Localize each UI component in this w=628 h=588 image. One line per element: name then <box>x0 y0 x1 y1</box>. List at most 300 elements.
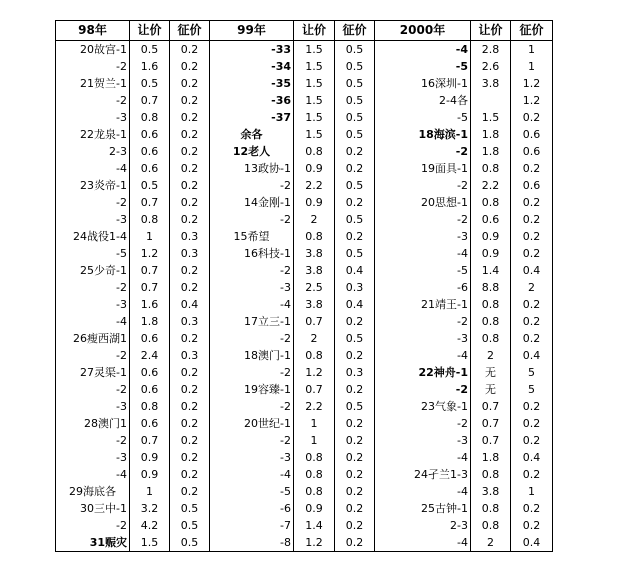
cell-rang-2000: 0.8 <box>471 500 511 517</box>
cell-issue-99: -2 <box>210 211 294 228</box>
cell-zheng-99: 0.2 <box>335 228 375 245</box>
table-row <box>56 500 553 517</box>
cell-issue-98: -3 <box>56 449 130 466</box>
cell-issue-2000: -5 <box>375 58 471 75</box>
cell-rang-2000: 2 <box>471 347 511 364</box>
cell-zheng-99: 0.2 <box>335 449 375 466</box>
cell-issue-98: -4 <box>56 466 130 483</box>
cell-rang-2000: 1.8 <box>471 126 511 143</box>
cell-zheng-98: 0.4 <box>170 296 210 313</box>
cell-zheng-99: 0.2 <box>335 415 375 432</box>
cell-zheng-98: 0.2 <box>170 432 210 449</box>
cell-issue-99: 17立三-1 <box>210 313 294 330</box>
cell-zheng-99: 0.5 <box>335 41 375 59</box>
cell-zheng-99: 0.4 <box>335 262 375 279</box>
cell-issue-2000: -4 <box>375 449 471 466</box>
cell-issue-99: -34 <box>210 58 294 75</box>
cell-issue-99: -6 <box>210 500 294 517</box>
table-row <box>56 92 553 109</box>
cell-issue-99: -2 <box>210 330 294 347</box>
cell-zheng-99: 0.2 <box>335 517 375 534</box>
cell-zheng-99: 0.2 <box>335 381 375 398</box>
cell-issue-99: 14金刚-1 <box>210 194 294 211</box>
table-row <box>56 466 553 483</box>
cell-rang-99: 0.8 <box>294 466 335 483</box>
cell-rang-99: 1.5 <box>294 126 335 143</box>
cell-issue-99: -2 <box>210 398 294 415</box>
cell-zheng-2000: 0.4 <box>511 449 553 466</box>
cell-rang-99: 0.8 <box>294 483 335 500</box>
cell-zheng-99: 0.2 <box>335 432 375 449</box>
cell-zheng-98: 0.3 <box>170 228 210 245</box>
cell-zheng-99: 0.3 <box>335 364 375 381</box>
cell-issue-98: -3 <box>56 109 130 126</box>
cell-rang-98: 0.8 <box>130 211 170 228</box>
header-year-98: 98年 <box>56 21 130 41</box>
cell-issue-99: -7 <box>210 517 294 534</box>
cell-zheng-2000: 0.2 <box>511 211 553 228</box>
cell-rang-98: 0.6 <box>130 143 170 160</box>
cell-zheng-2000: 0.2 <box>511 415 553 432</box>
cell-rang-99: 2 <box>294 211 335 228</box>
cell-zheng-98: 0.2 <box>170 466 210 483</box>
cell-issue-2000: 20思想-1 <box>375 194 471 211</box>
cell-rang-2000: 0.8 <box>471 517 511 534</box>
header-rang-price: 让价 <box>471 21 511 41</box>
table-row <box>56 534 553 552</box>
cell-zheng-98: 0.2 <box>170 75 210 92</box>
cell-zheng-2000: 0.2 <box>511 313 553 330</box>
cell-rang-98: 1.8 <box>130 313 170 330</box>
table-row <box>56 483 553 500</box>
cell-issue-2000: -4 <box>375 483 471 500</box>
cell-rang-2000: 3.8 <box>471 483 511 500</box>
cell-rang-2000: 1.8 <box>471 449 511 466</box>
header-zheng-price: 征价 <box>170 21 210 41</box>
cell-zheng-98: 0.3 <box>170 347 210 364</box>
cell-issue-99: 12老人 <box>210 143 294 160</box>
cell-rang-99: 0.8 <box>294 449 335 466</box>
cell-issue-98: -3 <box>56 296 130 313</box>
cell-zheng-99: 0.5 <box>335 211 375 228</box>
cell-rang-2000: 8.8 <box>471 279 511 296</box>
cell-zheng-2000: 1 <box>511 41 553 59</box>
cell-zheng-2000: 1.2 <box>511 75 553 92</box>
cell-rang-98: 0.6 <box>130 415 170 432</box>
cell-issue-2000: -4 <box>375 347 471 364</box>
cell-rang-99: 2.2 <box>294 398 335 415</box>
cell-rang-2000: 0.7 <box>471 415 511 432</box>
cell-zheng-2000: 1 <box>511 58 553 75</box>
table-row <box>56 279 553 296</box>
cell-rang-2000: 1.4 <box>471 262 511 279</box>
header-year-99: 99年 <box>210 21 294 41</box>
table-body <box>56 41 553 552</box>
cell-zheng-99: 0.2 <box>335 534 375 552</box>
cell-zheng-98: 0.2 <box>170 262 210 279</box>
cell-rang-98: 1.6 <box>130 58 170 75</box>
cell-issue-2000: -2 <box>375 313 471 330</box>
cell-issue-2000: 21靖王-1 <box>375 296 471 313</box>
cell-rang-99: 1.5 <box>294 41 335 59</box>
cell-zheng-2000: 2 <box>511 279 553 296</box>
cell-zheng-99: 0.2 <box>335 466 375 483</box>
table-row <box>56 194 553 211</box>
cell-rang-99: 0.7 <box>294 381 335 398</box>
cell-issue-2000: -3 <box>375 330 471 347</box>
cell-issue-99: 13政协-1 <box>210 160 294 177</box>
table-row <box>56 398 553 415</box>
cell-issue-98: -2 <box>56 92 130 109</box>
table-row <box>56 177 553 194</box>
cell-issue-99: 16科技-1 <box>210 245 294 262</box>
cell-issue-98: 20故宫-1 <box>56 41 130 59</box>
cell-rang-2000 <box>471 92 511 109</box>
cell-issue-99: -2 <box>210 262 294 279</box>
cell-rang-98: 0.5 <box>130 41 170 59</box>
cell-zheng-2000: 0.2 <box>511 500 553 517</box>
cell-zheng-98: 0.2 <box>170 415 210 432</box>
cell-issue-2000: 25古钟-1 <box>375 500 471 517</box>
cell-rang-99: 1.2 <box>294 534 335 552</box>
cell-rang-2000: 0.8 <box>471 296 511 313</box>
cell-rang-98: 0.6 <box>130 126 170 143</box>
cell-rang-99: 0.8 <box>294 143 335 160</box>
header-year-2000: 2000年 <box>375 21 471 41</box>
cell-zheng-99: 0.5 <box>335 177 375 194</box>
cell-zheng-99: 0.5 <box>335 58 375 75</box>
cell-zheng-2000: 0.4 <box>511 262 553 279</box>
cell-rang-99: 1.5 <box>294 58 335 75</box>
cell-issue-2000: -3 <box>375 228 471 245</box>
cell-rang-98: 0.7 <box>130 432 170 449</box>
table-row <box>56 517 553 534</box>
cell-rang-2000: 0.9 <box>471 228 511 245</box>
cell-rang-2000: 0.8 <box>471 330 511 347</box>
cell-zheng-98: 0.2 <box>170 143 210 160</box>
cell-zheng-98: 0.2 <box>170 364 210 381</box>
cell-zheng-98: 0.2 <box>170 58 210 75</box>
cell-zheng-98: 0.2 <box>170 92 210 109</box>
cell-issue-99: -8 <box>210 534 294 552</box>
cell-zheng-98: 0.3 <box>170 245 210 262</box>
cell-rang-98: 3.2 <box>130 500 170 517</box>
cell-issue-2000: 22神舟-1 <box>375 364 471 381</box>
cell-rang-2000: 2.6 <box>471 58 511 75</box>
cell-issue-2000: 24孑兰1-3 <box>375 466 471 483</box>
cell-rang-99: 0.8 <box>294 347 335 364</box>
cell-rang-99: 2.5 <box>294 279 335 296</box>
header-zheng-price: 征价 <box>335 21 375 41</box>
cell-rang-2000: 0.8 <box>471 160 511 177</box>
cell-issue-99: -5 <box>210 483 294 500</box>
cell-rang-2000: 0.8 <box>471 194 511 211</box>
cell-rang-2000: 1.8 <box>471 143 511 160</box>
cell-issue-99: 15希望 <box>210 228 294 245</box>
table-row <box>56 364 553 381</box>
cell-issue-99: -2 <box>210 432 294 449</box>
table-row <box>56 143 553 160</box>
cell-zheng-98: 0.3 <box>170 313 210 330</box>
cell-issue-2000: 19面具-1 <box>375 160 471 177</box>
cell-rang-2000: 0.7 <box>471 432 511 449</box>
cell-rang-98: 0.7 <box>130 92 170 109</box>
cell-issue-2000: -2 <box>375 143 471 160</box>
cell-rang-98: 0.6 <box>130 364 170 381</box>
cell-rang-98: 0.6 <box>130 330 170 347</box>
cell-zheng-98: 0.2 <box>170 381 210 398</box>
cell-zheng-99: 0.5 <box>335 126 375 143</box>
cell-zheng-2000: 0.4 <box>511 347 553 364</box>
price-table-container <box>55 20 553 552</box>
cell-zheng-2000: 0.2 <box>511 228 553 245</box>
cell-zheng-99: 0.2 <box>335 313 375 330</box>
cell-zheng-2000: 0.2 <box>511 330 553 347</box>
table-row <box>56 330 553 347</box>
cell-rang-98: 1 <box>130 483 170 500</box>
cell-rang-2000: 0.8 <box>471 466 511 483</box>
cell-zheng-2000: 0.6 <box>511 177 553 194</box>
cell-issue-98: 24战役1-4 <box>56 228 130 245</box>
cell-rang-2000: 2.8 <box>471 41 511 59</box>
cell-zheng-99: 0.3 <box>335 279 375 296</box>
cell-issue-2000: -5 <box>375 262 471 279</box>
table-row <box>56 432 553 449</box>
cell-issue-99: -37 <box>210 109 294 126</box>
table-row <box>56 347 553 364</box>
cell-zheng-2000: 0.2 <box>511 109 553 126</box>
cell-rang-98: 0.5 <box>130 177 170 194</box>
header-zheng-price: 征价 <box>511 21 553 41</box>
table-row <box>56 109 553 126</box>
cell-rang-98: 0.9 <box>130 466 170 483</box>
cell-rang-99: 0.9 <box>294 500 335 517</box>
cell-issue-98: -2 <box>56 517 130 534</box>
cell-issue-99: 18澳门-1 <box>210 347 294 364</box>
cell-zheng-98: 0.2 <box>170 177 210 194</box>
cell-zheng-98: 0.2 <box>170 449 210 466</box>
cell-issue-2000: 16深圳-1 <box>375 75 471 92</box>
cell-issue-98: -2 <box>56 347 130 364</box>
table-row <box>56 75 553 92</box>
cell-zheng-99: 0.5 <box>335 245 375 262</box>
cell-issue-99: -36 <box>210 92 294 109</box>
cell-issue-98: 30三中-1 <box>56 500 130 517</box>
cell-issue-98: 2-3 <box>56 143 130 160</box>
table-row <box>56 415 553 432</box>
cell-issue-98: -3 <box>56 211 130 228</box>
cell-zheng-99: 0.5 <box>335 398 375 415</box>
cell-rang-99: 3.8 <box>294 262 335 279</box>
cell-issue-2000: -4 <box>375 245 471 262</box>
cell-rang-98: 0.7 <box>130 279 170 296</box>
cell-issue-2000: -6 <box>375 279 471 296</box>
cell-issue-2000: -4 <box>375 534 471 552</box>
cell-issue-99: -33 <box>210 41 294 59</box>
header-rang-price: 让价 <box>294 21 335 41</box>
cell-zheng-99: 0.4 <box>335 296 375 313</box>
cell-rang-99: 3.8 <box>294 245 335 262</box>
cell-issue-2000: -3 <box>375 432 471 449</box>
cell-issue-2000: 2-4各 <box>375 92 471 109</box>
table-row <box>56 228 553 245</box>
table-row <box>56 211 553 228</box>
cell-zheng-2000: 5 <box>511 381 553 398</box>
cell-zheng-98: 0.2 <box>170 398 210 415</box>
cell-issue-98: 31赈灾 <box>56 534 130 552</box>
table-row <box>56 313 553 330</box>
cell-zheng-2000: 0.2 <box>511 245 553 262</box>
cell-rang-99: 0.8 <box>294 228 335 245</box>
cell-rang-2000: 1.5 <box>471 109 511 126</box>
cell-rang-98: 0.6 <box>130 160 170 177</box>
cell-issue-99: 20世纪-1 <box>210 415 294 432</box>
cell-issue-99: -4 <box>210 466 294 483</box>
cell-issue-98: -4 <box>56 313 130 330</box>
cell-issue-2000: -2 <box>375 211 471 228</box>
cell-rang-2000: 3.8 <box>471 75 511 92</box>
cell-issue-2000: 18海滨-1 <box>375 126 471 143</box>
cell-rang-99: 1 <box>294 415 335 432</box>
cell-issue-98: 29海底各 <box>56 483 130 500</box>
cell-zheng-98: 0.5 <box>170 500 210 517</box>
cell-rang-2000: 0.6 <box>471 211 511 228</box>
cell-issue-98: 23炎帝-1 <box>56 177 130 194</box>
stamp-price-table <box>55 20 553 552</box>
cell-zheng-99: 0.2 <box>335 483 375 500</box>
cell-rang-99: 3.8 <box>294 296 335 313</box>
cell-rang-98: 0.8 <box>130 398 170 415</box>
cell-issue-99: -2 <box>210 177 294 194</box>
header-rang-price: 让价 <box>130 21 170 41</box>
cell-issue-98: 26瘦西湖1 <box>56 330 130 347</box>
cell-rang-98: 1.5 <box>130 534 170 552</box>
cell-issue-99: 19容臻-1 <box>210 381 294 398</box>
cell-zheng-2000: 0.2 <box>511 194 553 211</box>
cell-zheng-99: 0.5 <box>335 330 375 347</box>
cell-rang-99: 1 <box>294 432 335 449</box>
cell-zheng-2000: 0.2 <box>511 432 553 449</box>
cell-rang-99: 1.4 <box>294 517 335 534</box>
cell-issue-99: -3 <box>210 449 294 466</box>
cell-issue-2000: 23气象-1 <box>375 398 471 415</box>
cell-issue-2000: -5 <box>375 109 471 126</box>
cell-zheng-98: 0.5 <box>170 534 210 552</box>
cell-issue-98: 22龙泉-1 <box>56 126 130 143</box>
cell-zheng-98: 0.2 <box>170 160 210 177</box>
cell-rang-98: 0.5 <box>130 75 170 92</box>
cell-rang-98: 0.7 <box>130 194 170 211</box>
table-row <box>56 245 553 262</box>
cell-issue-2000: -2 <box>375 177 471 194</box>
cell-rang-99: 2 <box>294 330 335 347</box>
cell-rang-98: 0.9 <box>130 449 170 466</box>
cell-zheng-98: 0.2 <box>170 211 210 228</box>
cell-rang-98: 0.6 <box>130 381 170 398</box>
cell-rang-98: 4.2 <box>130 517 170 534</box>
cell-zheng-99: 0.2 <box>335 194 375 211</box>
cell-issue-98: -4 <box>56 160 130 177</box>
cell-zheng-98: 0.2 <box>170 109 210 126</box>
cell-rang-2000: 0.7 <box>471 398 511 415</box>
cell-issue-98: 25少奇-1 <box>56 262 130 279</box>
cell-zheng-2000: 0.2 <box>511 517 553 534</box>
cell-rang-2000: 无 <box>471 364 511 381</box>
cell-rang-2000: 2.2 <box>471 177 511 194</box>
cell-issue-98: 28澳门1 <box>56 415 130 432</box>
cell-zheng-99: 0.2 <box>335 500 375 517</box>
cell-issue-99: -2 <box>210 364 294 381</box>
cell-zheng-99: 0.2 <box>335 160 375 177</box>
cell-rang-99: 0.9 <box>294 160 335 177</box>
cell-zheng-2000: 0.6 <box>511 143 553 160</box>
cell-zheng-2000: 1 <box>511 483 553 500</box>
cell-rang-99: 1.2 <box>294 364 335 381</box>
cell-zheng-2000: 0.2 <box>511 296 553 313</box>
cell-zheng-2000: 0.2 <box>511 160 553 177</box>
cell-issue-2000: 2-3 <box>375 517 471 534</box>
cell-rang-99: 0.7 <box>294 313 335 330</box>
cell-rang-2000: 无 <box>471 381 511 398</box>
cell-zheng-99: 0.2 <box>335 143 375 160</box>
cell-issue-2000: -2 <box>375 415 471 432</box>
cell-rang-99: 0.9 <box>294 194 335 211</box>
cell-issue-98: 21贺兰-1 <box>56 75 130 92</box>
cell-zheng-98: 0.2 <box>170 330 210 347</box>
cell-rang-98: 1.2 <box>130 245 170 262</box>
cell-zheng-2000: 0.2 <box>511 398 553 415</box>
cell-rang-98: 2.4 <box>130 347 170 364</box>
cell-issue-98: -2 <box>56 381 130 398</box>
cell-issue-99: 余各 <box>210 126 294 143</box>
table-row <box>56 449 553 466</box>
cell-zheng-2000: 5 <box>511 364 553 381</box>
cell-zheng-98: 0.2 <box>170 126 210 143</box>
cell-rang-99: 1.5 <box>294 109 335 126</box>
table-row <box>56 160 553 177</box>
cell-zheng-99: 0.2 <box>335 347 375 364</box>
cell-rang-98: 1 <box>130 228 170 245</box>
cell-zheng-98: 0.5 <box>170 517 210 534</box>
cell-rang-99: 2.2 <box>294 177 335 194</box>
cell-issue-98: -2 <box>56 194 130 211</box>
cell-issue-2000: -4 <box>375 41 471 59</box>
cell-issue-98: -3 <box>56 398 130 415</box>
cell-zheng-98: 0.2 <box>170 483 210 500</box>
cell-issue-99: -3 <box>210 279 294 296</box>
cell-zheng-98: 0.2 <box>170 41 210 59</box>
cell-zheng-99: 0.5 <box>335 92 375 109</box>
cell-zheng-99: 0.5 <box>335 75 375 92</box>
cell-zheng-2000: 0.2 <box>511 466 553 483</box>
cell-rang-98: 0.7 <box>130 262 170 279</box>
header-row <box>56 21 553 41</box>
cell-rang-99: 1.5 <box>294 92 335 109</box>
cell-issue-99: -35 <box>210 75 294 92</box>
cell-issue-99: -4 <box>210 296 294 313</box>
cell-issue-98: -2 <box>56 279 130 296</box>
cell-zheng-2000: 1.2 <box>511 92 553 109</box>
cell-zheng-2000: 0.6 <box>511 126 553 143</box>
table-row <box>56 381 553 398</box>
cell-rang-98: 0.8 <box>130 109 170 126</box>
cell-rang-2000: 0.8 <box>471 313 511 330</box>
cell-zheng-98: 0.2 <box>170 194 210 211</box>
cell-rang-2000: 0.9 <box>471 245 511 262</box>
table-row <box>56 41 553 59</box>
cell-issue-98: -5 <box>56 245 130 262</box>
cell-zheng-98: 0.2 <box>170 279 210 296</box>
